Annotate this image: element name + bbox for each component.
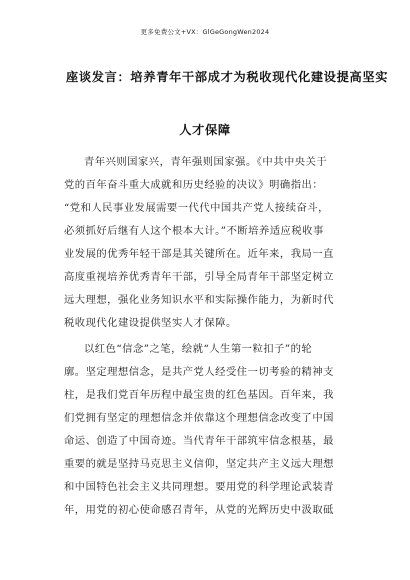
body-line: 年，用党的初心使命感召青年，从党的光辉历史中汲取砥 bbox=[64, 504, 334, 516]
header-note: 更多免费公文+VX：GlGeGongWen2024 bbox=[140, 28, 270, 36]
body-line: 必须抓好后继有人这个根本大计。”不断培养适应税收事 bbox=[64, 225, 324, 237]
body-line: 廓。坚定理想信念，是共产党人经受住一切考验的精神支 bbox=[64, 366, 334, 378]
body-line: 业发展的优秀年轻干部是其关键所在。近年来，我局一直 bbox=[64, 248, 334, 260]
body-line: 远大理想，强化业务知识水平和实际操作能力，为新时代 bbox=[64, 294, 334, 306]
body-line: 柱，是我们党百年历程中最宝贵的红色基因。百年来，我 bbox=[64, 389, 334, 401]
body-line: 税收现代化建设提供坚实人才保障。 bbox=[64, 317, 237, 329]
body-line: 高度重视培养优秀青年干部，引导全局青年干部坚定树立 bbox=[64, 271, 334, 283]
body-line: “党和人民事业发展需要一代代中国共产党人接续奋斗， bbox=[64, 202, 329, 214]
document-title-line-2: 人才保障 bbox=[179, 123, 231, 137]
document-title-line-1: 座谈发言：培养青年干部成才为税收现代化建设提高坚实 bbox=[66, 70, 389, 84]
body-line: 们党拥有坚定的理想信念并依靠这个理想信念改变了中国 bbox=[64, 412, 334, 424]
body-line: 和中国特色社会主义共同理想。要用党的科学理论武装青 bbox=[64, 481, 334, 493]
body-line: 命运、创造了中国奇迹。当代青年干部筑牢信念根基，最 bbox=[64, 435, 334, 447]
body-line: 青年兴则国家兴，青年强则国家强。《中共中央关于 bbox=[84, 156, 328, 168]
body-line: 党的百年奋斗重大成就和历史经验的决议》明确指出： bbox=[64, 179, 324, 191]
body-line: 以红色“信念”之笔，绘就“人生第一粒扣子”的轮 bbox=[84, 343, 313, 355]
body-line: 重要的就是坚持马克思主义信仰，坚定共产主义远大理想 bbox=[64, 458, 334, 470]
